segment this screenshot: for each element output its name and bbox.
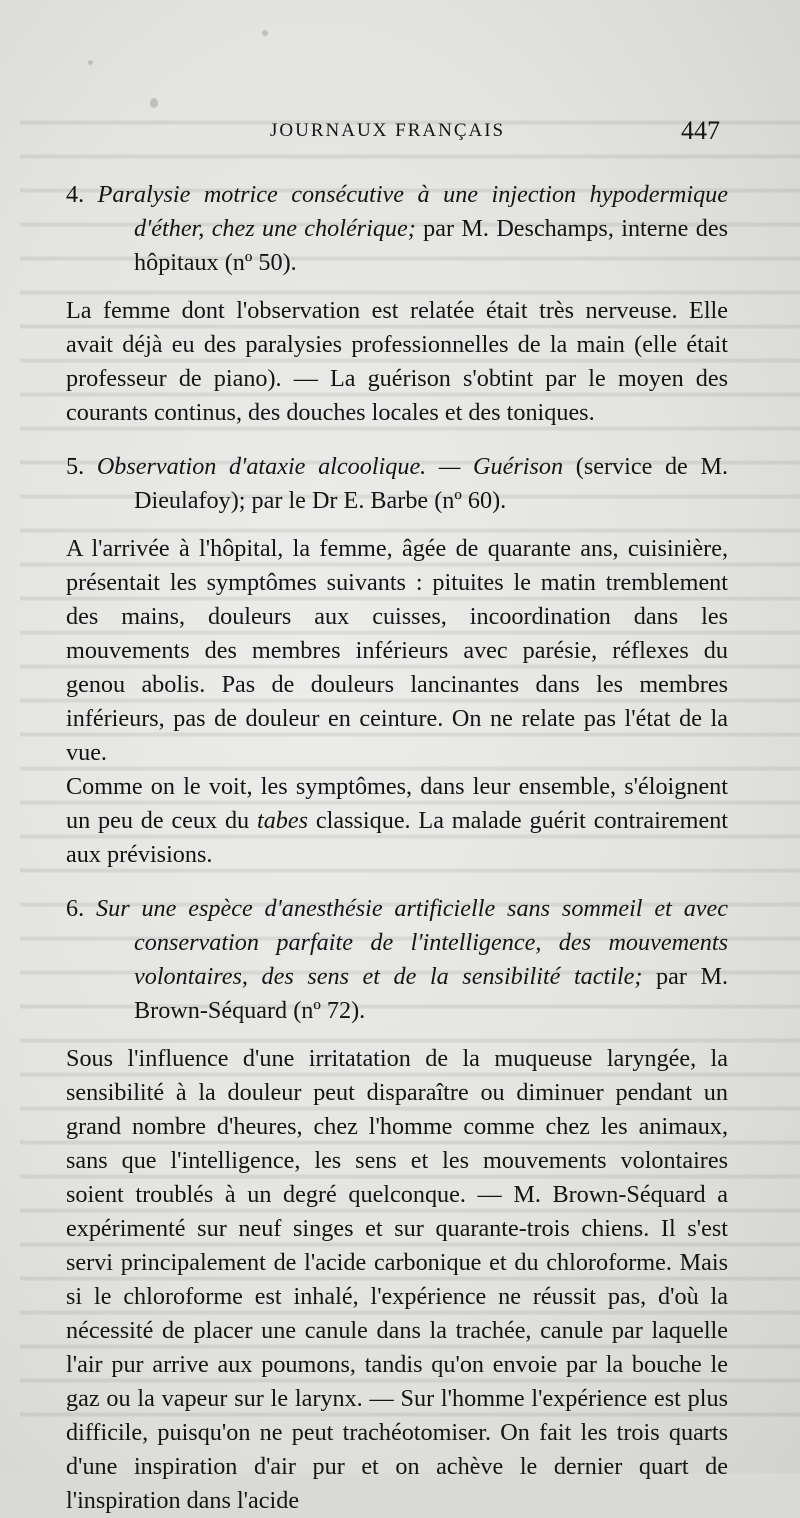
item-5-body-1: A l'arrivée à l'hôpital, la femme, âgée de quarante ans, cuisinière, présentait les symptômes suivants : pituites le matin tremblement des mains, douleurs aux cuisses, incoordination dans les mouvements des membres inférieurs avec parésie, réflexes du genou abolis. Pas de douleurs lancinantes dans les membres inférieurs, pas de douleur en ceinture. On ne relate pas l'état de la vue.	[66, 535, 728, 766]
page-number: 447	[681, 116, 720, 145]
page-header	[60, 116, 720, 146]
item-5-body-2-em: tabes	[256, 807, 309, 834]
item-4-number: 4.	[66, 181, 85, 208]
item-4-heading	[66, 178, 728, 280]
item-5-body-2	[66, 770, 728, 872]
item-5-number: 5.	[66, 453, 85, 480]
item-6-heading	[66, 892, 728, 1028]
item-6-number: 6.	[66, 895, 85, 922]
paper-speck	[150, 98, 158, 108]
item-5-author: (service de M. Dieulafoy); par le Dr E. Barbe (nº 60).	[134, 453, 729, 514]
item-5-heading	[66, 450, 728, 518]
paper-speck	[262, 30, 268, 36]
item-4-body: La femme dont l'observation est relatée était très nerveuse. Elle avait déjà eu des paralysies professionnelles de la main (elle était professeur de piano). — La guérison s'obtint par le moyen des courants continus, des douches locales et des toniques.	[66, 297, 728, 426]
item-6-body: Sous l'influence d'une irritatation de la muqueuse laryngée, la sensibilité à la douleur peut disparaître ou diminuer pendant un grand nombre d'heures, chez l'homme comme chez les animaux, sans que l'intelligence, les sens et les mouvements volontaires soient troublés à un degré quelconque. — M. Brown-Séquard a expérimenté sur neuf singes et sur quarante-trois chiens. Il s'est servi principalement de l'acide carbonique et du chloroforme. Mais si le chloroforme est inhalé, l'expérience ne réussit pas, d'où la nécessité de placer une canule dans la trachée, canule par laquelle l'air pur arrive aux poumons, tandis qu'on envoie par la bouche le gaz ou la vapeur sur le larynx. — Sur l'homme l'expérience est plus difficile, puisqu'on ne peut trachéotomiser. On fait les trois quarts d'une inspiration d'air pur et on achève le dernier quart de l'inspiration dans l'acide	[66, 1045, 728, 1514]
item-4-title: Paralysie motrice consécutive à une injection hypodermique d'éther, chez une cholérique;	[97, 181, 729, 242]
item-5-body-2a: Comme on le voit, les symptômes, dans leur ensemble, s'éloignent un peu de ceux du	[66, 773, 728, 834]
item-6-author: par M. Brown-Séquard (nº 72).	[134, 963, 729, 1024]
item-5-body-2b: classique. La malade guérit contrairement aux prévisions.	[66, 807, 729, 868]
item-5-title: Observation d'ataxie alcoolique. — Guérison	[96, 453, 564, 480]
running-head: JOURNAUX FRANÇAIS	[270, 120, 506, 141]
article-body	[66, 178, 728, 1518]
paper-speck	[88, 60, 93, 65]
item-6-title: Sur une espèce d'anesthésie artificielle sans sommeil et avec conservation parfaite de l'intelligence, des mouvements volontaires, des sens et de la sensibilité tactile;	[96, 895, 728, 990]
item-4-author: par M. Deschamps, interne des hôpitaux (nº 50).	[134, 215, 728, 276]
